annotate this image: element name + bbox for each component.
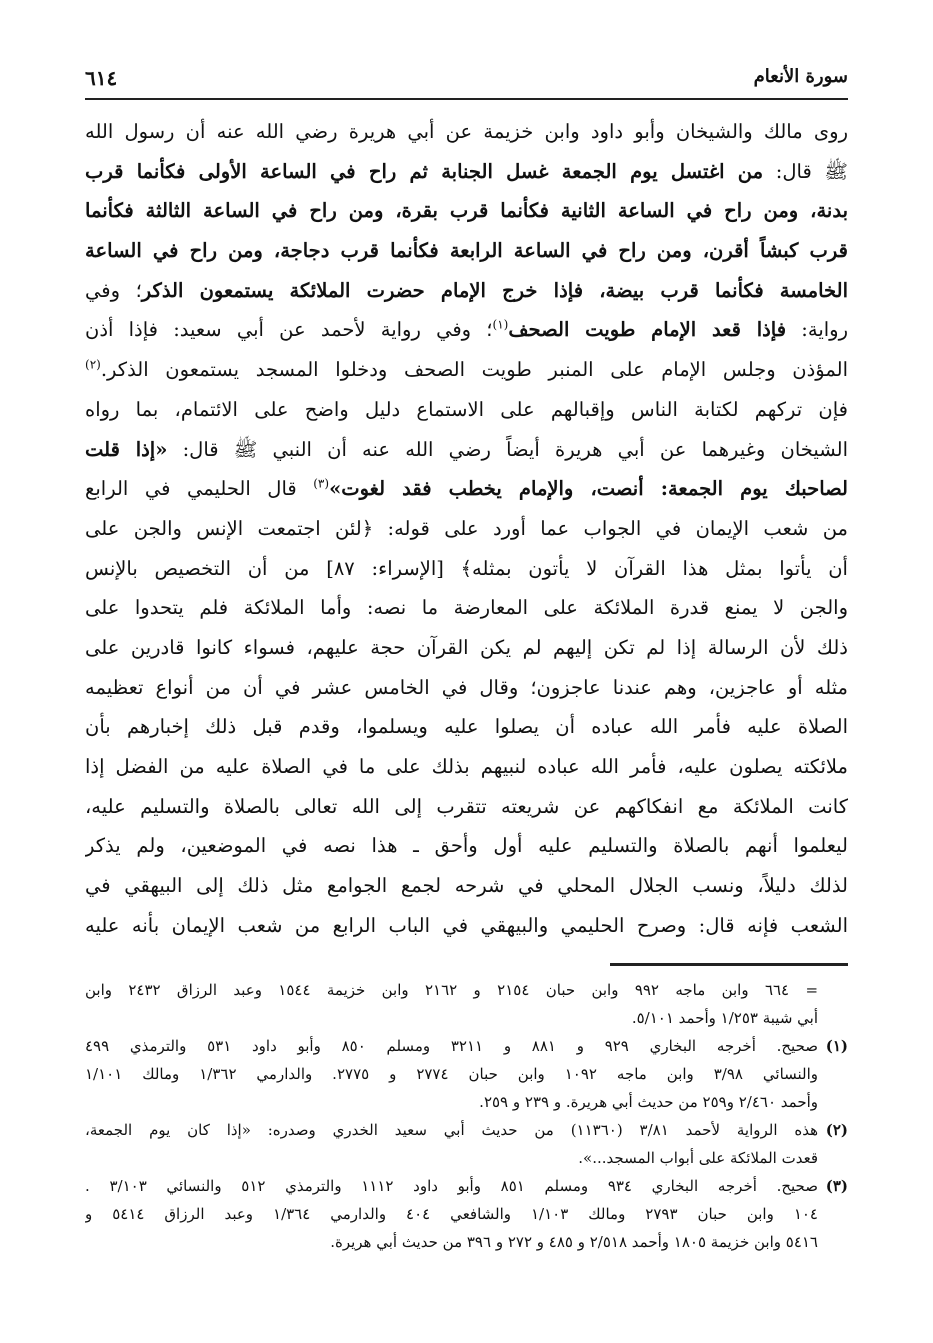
text-segment: ذلك لأن الرسالة إذا لم تكن إليهم لم يكن القرآن حجة عليهم، فسواء كانوا قادرين على [85, 635, 848, 659]
footnote-ref: (٢) [85, 357, 101, 372]
footnote-line: أبي شيبة ١/٢٥٣ وأحمد ٥/١٠١. [631, 1009, 818, 1027]
text-line [85, 509, 848, 549]
text-segment: الشيخان وغيرهما عن أبي هريرة أيضاً رضي الله عنه أن النبي ﷺ قال: [167, 437, 848, 461]
footnote-line: قعدت الملائكة على أبواب المسجد...». [578, 1149, 818, 1167]
footnote-divider [610, 963, 848, 966]
footnote [85, 1172, 848, 1256]
text-segment: روى مالك والشيخان وأبو داود وابن خزيمة عن أبي هريرة رضي الله عنه أن رسول الله [85, 120, 848, 143]
hadith-text: من اغتسل يوم الجمعة غسل الجنابة ثم راح في الساعة الأولى فكأنما قرب [85, 159, 764, 183]
text-line [85, 350, 848, 390]
footnote-line: وأحمد ٢/٤٦٠ و٢٥٩ من حديث أبي هريرة. و ٢٣٩ و ٢٥٩. [479, 1093, 818, 1111]
text-line [85, 231, 848, 271]
text-line [85, 469, 848, 509]
page-number: ٦١٤ [85, 66, 118, 90]
hadith-text: الخامسة فكأنما قرب بيضة، فإذا خرج الإمام حضرت الملائكة يستمعون الذكر [141, 278, 848, 302]
text-line [85, 588, 848, 628]
text-segment: ؛ وفي رواية لأحمد عن أبي سعيد: فإذا أذن [85, 318, 493, 342]
text-segment: الشعب فإنه قال: وصرح الحليمي والبيهقي في الباب الرابع من شعب الإيمان بأنه عليه [85, 913, 848, 937]
footnote-line: صحيح. أخرجه البخاري ٩٢٩ و ٨٨١ و ٣٢١١ ومسلم ٨٥٠ وأبو داود ٥٣١ والترمذي ٤٩٩ [85, 1037, 818, 1055]
text-segment: رواية: [786, 318, 848, 342]
footnotes [85, 976, 848, 1256]
hadith-text: «إذا قلت [85, 437, 168, 461]
footnote [85, 1032, 848, 1116]
text-segment: والجن لا يمنع قدرة الملائكة على المعارضة ما نصه: وأما الملائكة فلم يتحدوا على [85, 596, 848, 620]
text-segment: لذلك دليلاً، ونسب الجلال المحلي في شرحه لجمع الجوامع مثل ذلك إلى البيهقي في [85, 874, 848, 898]
text-line [85, 747, 848, 787]
text-segment: ليعلموا أنهم بالصلاة والتسليم عليه أول وأحق ـ هذا نصه في الموضعين، ولم يذكر [85, 834, 848, 858]
footnote-ref: (٣) [313, 476, 330, 491]
text-line [85, 152, 848, 192]
text-line [85, 866, 848, 906]
text-line [85, 310, 848, 350]
text-line [85, 826, 848, 866]
text-segment: كانت الملائكة مع انفكاكهم عن شريعته تتقرب إلى الله تعالى بالصلاة والتسليم عليه، [85, 794, 848, 818]
text-segment: الصلاة عليه فأمر الله عباده أن يصلوا عليه ويسلموا، وقدم قبل ذلك إخبارهم بأن [85, 715, 848, 739]
text-line [85, 112, 848, 152]
text-line [85, 390, 848, 430]
footnote-line: صحيح. أخرجه البخاري ٩٣٤ ومسلم ٨٥١ وأبو داود ١١١٢ والترمذي ٥١٢ والنسائي ٣/١٠٣ . [85, 1177, 818, 1195]
footnote-number: (٣) [825, 1177, 848, 1195]
text-line [85, 707, 848, 747]
text-line [85, 430, 848, 470]
footnote [85, 976, 848, 1032]
text-segment: أن يأتوا بمثل هذا القرآن لا يأتون بمثله﴾ [الإسراء: ٨٧] من أن التخصيص بالإنس [85, 556, 848, 580]
footnote-line: = ٦٦٤ وابن ماجه ٩٩٢ وابن حبان ٢١٥٤ و ٢١٦٢ وابن خزيمة ١٥٤٤ وعبد الرزاق ٢٤٣٢ وابن [85, 981, 818, 999]
hadith-text: قرب كبشاً أقرن، ومن راح في الساعة الرابعة فكأنما قرب دجاجة، ومن راح في الساعة [85, 239, 848, 263]
text-segment: من شعب الإيمان في الجواب عما أورد على قوله: ﴿لئن اجتمعت الإنس والجن على [85, 516, 848, 540]
footnote-line: ١٠٤ وابن حبان ٢٧٩٣ ومالك ١/١٠٣ والشافعي ٤٠٤ والدارمي ١/٣٦٤ وعبد الرزاق ٥٤١٤ و [85, 1205, 818, 1223]
text-line [85, 191, 848, 231]
text-line [85, 628, 848, 668]
hadith-text: بدنة، ومن راح في الساعة الثانية فكأنما قرب بقرة، ومن راح في الساعة الثالثة فكأنما [85, 199, 848, 223]
hadith-text: فإذا قعد الإمام طويت الصحف [508, 318, 787, 342]
footnote-line: هذه الرواية لأحمد ٣/٨١ (١١٣٦٠) من حديث أبي سعيد الخدري وصدره: «إذا كان يوم الجمعة، [85, 1121, 818, 1139]
text-line [85, 271, 848, 311]
text-line [85, 787, 848, 827]
text-segment: ؛ وفي [85, 278, 142, 302]
text-line [85, 668, 848, 708]
text-segment: فإن تركهم لكتابة الناس وإقبالهم على الاستماع دليل واضح على الائتمام، بما رواه [85, 397, 848, 421]
text-segment: المؤذن وجلس الإمام على المنبر طويت الصحف ودخلوا المسجد يستمعون الذكر. [100, 358, 848, 382]
surah-title: سورة الأنعام [753, 66, 848, 87]
footnote-line: ٥٤١٦ وابن خزيمة ١٨٠٥ وأحمد ٢/٥١٨ و ٤٨٥ و ٢٧٢ و ٣٩٦ من حديث أبي هريرة. [330, 1233, 818, 1251]
footnote-number: (١) [825, 1037, 848, 1055]
page-header [85, 62, 848, 100]
text-line [85, 906, 848, 946]
footnote-number: (٢) [825, 1121, 848, 1139]
text-segment: قال الحليمي في الرابع [85, 477, 314, 501]
hadith-text: لصاحبك يوم الجمعة: أنصت، والإمام يخطب فقد لغوت» [329, 477, 848, 501]
footnote-line: والنسائي ٣/٩٨ وابن ماجه ١٠٩٢ وابن حبان ٢٧٧٤ و ٢٧٧٥. والدارمي ١/٣٦٢ ومالك ١/١٠١ [85, 1065, 818, 1083]
main-text [85, 112, 848, 945]
footnote-ref: (١) [492, 317, 509, 332]
text-segment: ﷺ قال: [763, 159, 848, 183]
text-segment: مثله أو عاجزين، وهم عندنا عاجزون؛ وقال في الخامس عشر في أن من أنواع تعظيمه [85, 675, 848, 699]
text-line [85, 549, 848, 589]
footnote [85, 1116, 848, 1172]
text-segment: ملائكته يصلون عليه، فأمر الله عباده لنبيهم بذلك على ما في الصلاة عليه من الفضل إذا [85, 755, 848, 778]
